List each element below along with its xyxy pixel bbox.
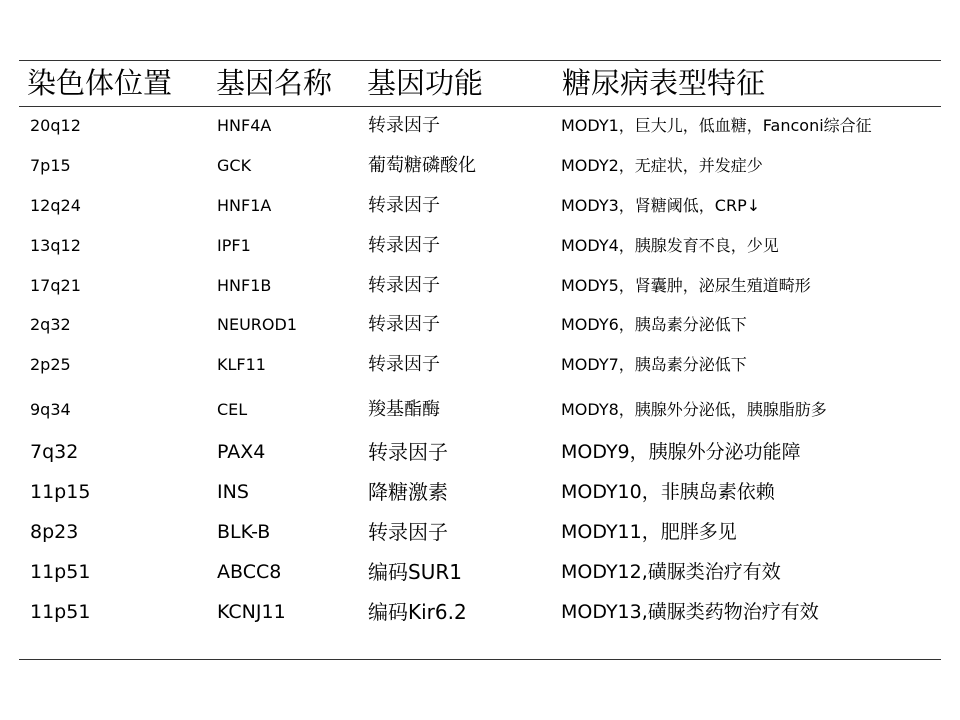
table-row: [0, 517, 960, 547]
cell-phenotype: MODY1，巨大儿，低血糖，Fanconi综合征: [561, 116, 872, 135]
cell-gene: NEUROD1: [217, 315, 297, 334]
table-row: [0, 557, 960, 587]
table-row: [0, 310, 960, 340]
cell-gene: ABCC8: [217, 561, 282, 583]
table-row: [0, 151, 960, 181]
cell-gene: HNF1A: [217, 196, 272, 215]
cell-function: 转录因子: [368, 275, 440, 296]
table-bottom-rule: [19, 659, 941, 660]
table-header-row: [0, 65, 960, 101]
cell-gene: CEL: [217, 400, 248, 419]
cell-phenotype: MODY4，胰腺发育不良，少见: [561, 236, 779, 255]
cell-function: 转录因子: [368, 235, 440, 256]
cell-locus: 11p51: [30, 601, 91, 623]
table-row: [0, 437, 960, 467]
cell-gene: KCNJ11: [217, 601, 286, 623]
cell-locus: 11p51: [30, 561, 91, 583]
cell-gene: HNF4A: [217, 116, 272, 135]
cell-phenotype: MODY2，无症状，并发症少: [561, 156, 763, 175]
table-row: [0, 395, 960, 425]
cell-function: 转录因子: [368, 440, 448, 464]
cell-gene: HNF1B: [217, 276, 272, 295]
cell-phenotype: MODY5，肾囊肿，泌尿生殖道畸形: [561, 276, 811, 295]
cell-locus: 13q12: [30, 236, 81, 255]
cell-gene: KLF11: [217, 355, 266, 374]
table-header-rule: [19, 106, 941, 107]
cell-phenotype: MODY12,磺脲类治疗有效: [561, 561, 781, 583]
cell-function: 转录因子: [368, 314, 440, 335]
table-row: [0, 191, 960, 221]
header-locus: 染色体位置: [27, 66, 173, 100]
cell-locus: 12q24: [30, 196, 81, 215]
cell-locus: 2q32: [30, 315, 71, 334]
table-top-rule: [19, 60, 941, 61]
cell-function: 葡萄糖磷酸化: [368, 155, 476, 176]
cell-phenotype: MODY8，胰腺外分泌低，胰腺脂肪多: [561, 400, 827, 419]
cell-phenotype: MODY10，非胰岛素依赖: [561, 481, 775, 503]
cell-locus: 7q32: [30, 441, 79, 463]
header-phenotype: 糖尿病表型特征: [562, 66, 766, 100]
cell-phenotype: MODY7，胰岛素分泌低下: [561, 355, 747, 374]
cell-function: 转录因子: [368, 354, 440, 375]
cell-locus: 2p25: [30, 355, 71, 374]
table-row: [0, 350, 960, 380]
table-row: [0, 231, 960, 261]
cell-phenotype: MODY9，胰腺外分泌功能障: [561, 441, 801, 463]
cell-locus: 7p15: [30, 156, 71, 175]
cell-locus: 11p15: [30, 481, 91, 503]
cell-locus: 9q34: [30, 400, 71, 419]
cell-gene: IPF1: [217, 236, 251, 255]
cell-phenotype: MODY3，肾糖阈低，CRP↓: [561, 196, 761, 215]
table-row: [0, 477, 960, 507]
table-row: [0, 271, 960, 301]
cell-phenotype: MODY11，肥胖多见: [561, 521, 737, 543]
cell-function: 转录因子: [368, 115, 440, 136]
cell-phenotype: MODY13,磺脲类药物治疗有效: [561, 601, 819, 623]
table-row: [0, 597, 960, 627]
cell-gene: INS: [217, 481, 249, 503]
cell-phenotype: MODY6，胰岛素分泌低下: [561, 315, 747, 334]
cell-locus: 8p23: [30, 521, 79, 543]
cell-function: 降糖激素: [368, 480, 448, 504]
header-function: 基因功能: [367, 66, 484, 100]
cell-locus: 20q12: [30, 116, 81, 135]
table-row: [0, 111, 960, 141]
cell-function: 编码SUR1: [368, 560, 462, 584]
cell-function: 编码Kir6.2: [368, 600, 467, 624]
cell-gene: PAX4: [217, 441, 266, 463]
cell-locus: 17q21: [30, 276, 81, 295]
cell-function: 转录因子: [368, 520, 448, 544]
header-gene: 基因名称: [216, 66, 333, 100]
cell-gene: GCK: [217, 156, 252, 175]
cell-gene: BLK-B: [217, 521, 271, 543]
cell-function: 转录因子: [368, 195, 440, 216]
cell-function: 羧基酯酶: [368, 399, 440, 420]
